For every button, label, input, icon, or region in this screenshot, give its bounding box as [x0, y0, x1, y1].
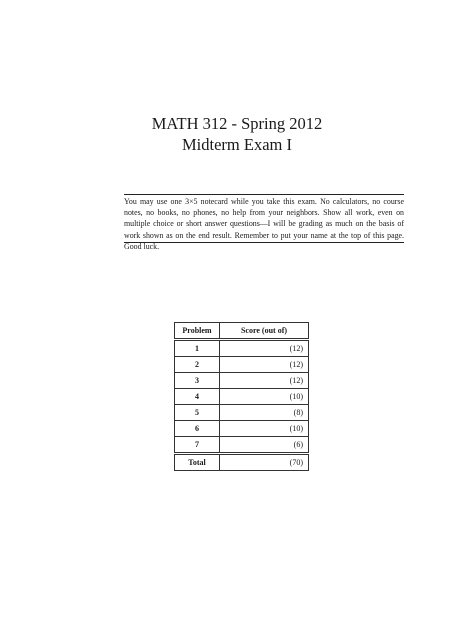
table-row — [175, 421, 309, 437]
problem-score: (12) — [220, 357, 309, 373]
problem-score: (10) — [220, 389, 309, 405]
problem-column-header: Problem — [175, 323, 220, 340]
bottom-divider — [124, 242, 404, 243]
problem-score: (10) — [220, 421, 309, 437]
problem-score: (12) — [220, 340, 309, 357]
problem-number: 3 — [175, 373, 220, 389]
exam-instructions: You may use one 3×5 notecard while you take this exam. No calculators, no course notes, no books, no phones, no help from your neighbors. Show all work, even on multiple choice or short answer questions—I will be grading as much on the basis of work shown as on the end result. Remember to put your name at the top of this page. Good luck. — [124, 197, 404, 251]
problem-number: 7 — [175, 437, 220, 454]
score-table — [174, 322, 309, 471]
total-score: (70) — [220, 454, 309, 471]
problem-number: 5 — [175, 405, 220, 421]
top-divider — [124, 194, 404, 195]
exam-header — [0, 113, 474, 155]
table-row — [175, 437, 309, 454]
problem-number: 2 — [175, 357, 220, 373]
table-row — [175, 373, 309, 389]
total-row — [175, 454, 309, 471]
table-row — [175, 405, 309, 421]
exam-subtitle: Midterm Exam I — [182, 135, 292, 154]
problem-number: 6 — [175, 421, 220, 437]
total-label: Total — [175, 454, 220, 471]
table-row — [175, 340, 309, 357]
table-row — [175, 389, 309, 405]
problem-score: (8) — [220, 405, 309, 421]
problem-number: 1 — [175, 340, 220, 357]
table-row — [175, 357, 309, 373]
problem-score: (12) — [220, 373, 309, 389]
problem-score: (6) — [220, 437, 309, 454]
exam-title: MATH 312 - Spring 2012 — [151, 114, 323, 133]
score-column-header: Score (out of) — [220, 323, 309, 340]
score-table-header-row — [175, 323, 309, 340]
problem-number: 4 — [175, 389, 220, 405]
